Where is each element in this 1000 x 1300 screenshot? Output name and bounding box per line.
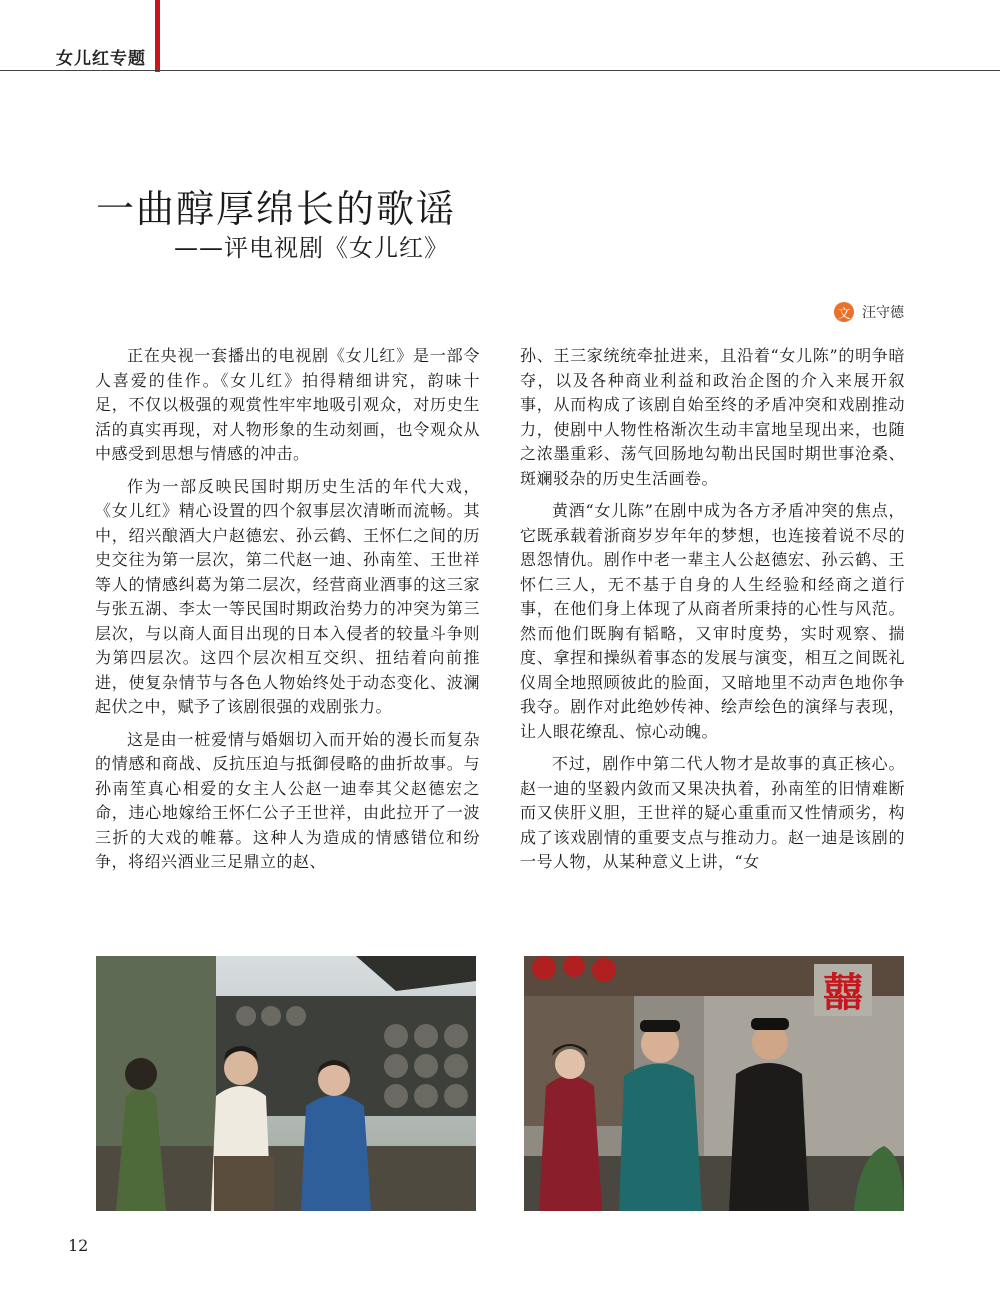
byline-badge: 文 <box>834 302 854 322</box>
photo-left <box>96 956 476 1211</box>
byline <box>834 302 904 322</box>
paragraph: 正在央视一套播出的电视剧《女儿红》是一部令人喜爱的佳作。《女儿红》拍得精细讲究，韵味十足，不仅以极强的观赏性牢牢地吸引观众，对历史生活的真实再现，对人物形象的生动刻画，也令观众从中感受到思想与情感的冲击。 <box>95 346 480 463</box>
paragraph: 孙、王三家统统牵扯进来，且沿着“女儿陈”的明争暗夺，以及各种商业利益和政治企图的介入来展开叙事，从而构成了该剧自始至终的矛盾冲突和戏剧推动力，使剧中人物性格渐次生动丰富地呈现出来，也随之浓墨重彩、荡气回肠地勾勒出民国时期世事沧桑、斑斓驳杂的历史生活画卷。 <box>520 346 905 488</box>
article-subtitle: ——评电视剧《女儿红》 <box>174 234 449 262</box>
header-red-bar <box>155 0 160 72</box>
header-rule <box>0 70 1000 71</box>
paragraph: 这是由一桩爱情与婚姻切入而开始的漫长而复杂的情感和商战、反抗压迫与抵御侵略的曲折故事。与孙南笙真心相爱的女主人公赵一迪奉其父赵德宏之命，违心地嫁给王怀仁公子王世祥，由此拉开了一波三折的大戏的帷幕。这种人为造成的情感错位和纷争，将绍兴酒业三足鼎立的赵、 <box>95 729 480 871</box>
photo-right <box>524 956 904 1211</box>
column-right <box>520 344 905 883</box>
column-left <box>95 344 480 883</box>
author-name: 汪守德 <box>862 305 904 321</box>
section-label: 女儿红专题 <box>56 49 146 69</box>
article-title: 一曲醇厚绵长的歌谣 <box>96 187 457 231</box>
paragraph: 黄酒“女儿陈”在剧中成为各方矛盾冲突的焦点，它既承载着浙商岁岁年年的梦想，也连接着说不尽的恩怨情仇。剧作中老一辈主人公赵德宏、孙云鹤、王怀仁三人，无不基于自身的人生经验和经商之道行事，在他们身上体现了从商者所秉持的心性与风范。然而他们既胸有韬略，又审时度势，实时观察、揣度、拿捏和操纵着事态的发展与演变，相互之间既礼仪周全地照顾彼此的脸面，又暗地里不动声色地你争我夺。剧作对此绝妙传神、绘声绘色的演绎与表现，让人眼花缭乱、惊心动魄。 <box>520 501 905 741</box>
double-happiness-sign: 囍 <box>823 970 863 1016</box>
page-number: 12 <box>68 1236 89 1255</box>
paragraph: 不过，剧作中第二代人物才是故事的真正核心。赵一迪的坚毅内敛而又果决执着，孙南笙的旧情难断而又侠肝义胆，王世祥的疑心重重而又性情顽劣，构成了该戏剧情的重要支点与推动力。赵一迪是该剧的一号人物，从某种意义上讲，“女 <box>520 754 905 871</box>
paragraph: 作为一部反映民国时期历史生活的年代大戏，《女儿红》精心设置的四个叙事层次清晰而流畅。其中，绍兴酿酒大户赵德宏、孙云鹤、王怀仁之间的历史交往为第一层次，第二代赵一迪、孙南笙、王世祥等人的情感纠葛为第二层次，经营商业酒事的这三家与张五湖、李太一等民国时期政治势力的冲突为第三层次，与以商人面目出现的日本入侵者的较量斗争则为第四层次。这四个层次相互交织、扭结着向前推进，使复杂情节与各色人物始终处于动态变化、波澜起伏之中，赋予了该剧很强的戏剧张力。 <box>95 476 480 716</box>
